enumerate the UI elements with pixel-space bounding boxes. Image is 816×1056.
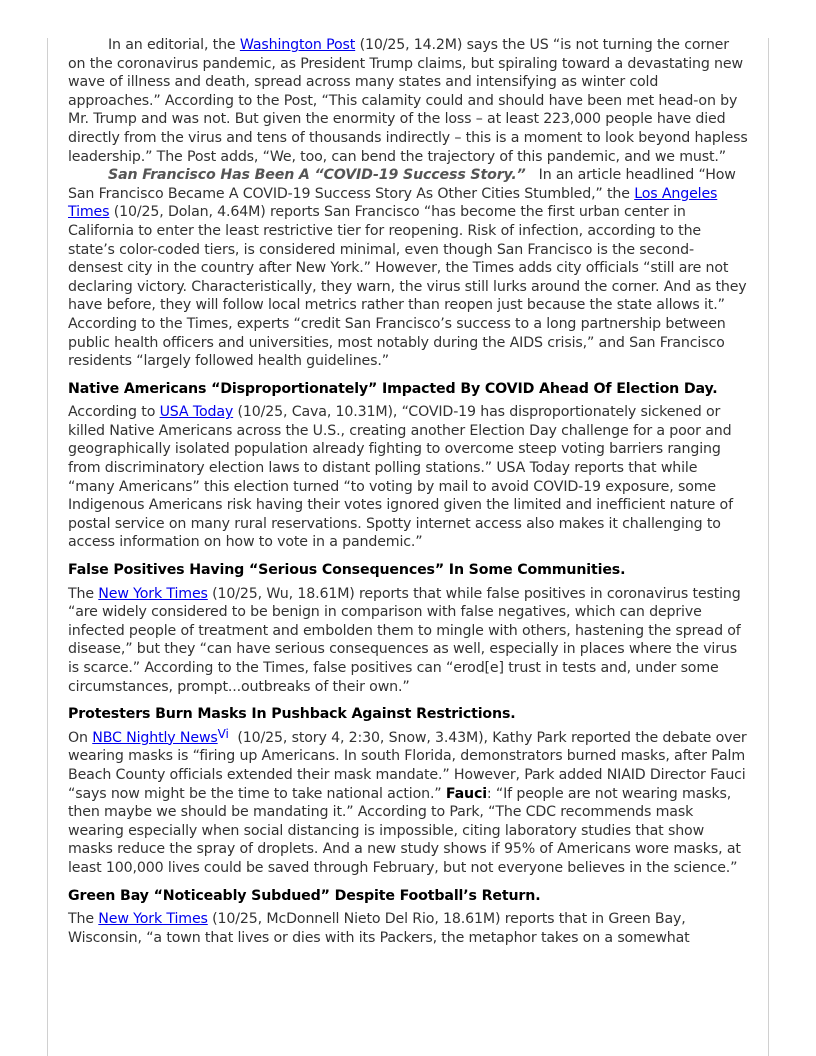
link-new-york-times[interactable]: New York Times <box>98 585 208 602</box>
paragraph-washington-post <box>68 36 748 166</box>
subheading-san-francisco: San Francisco Has Been A “COVID-19 Success Story.” <box>108 167 526 184</box>
link-los-angeles-times[interactable]: Los Angeles Times <box>68 185 718 221</box>
text: In an editorial, the <box>108 37 240 53</box>
text: According to <box>68 404 160 421</box>
text: (10/25, Dolan, 4.64M) reports San Francisco “has become the first urban center in California to enter the least restrictive tier for reopening. Risk of infection, according to the state’s color-coded tiers, is considered minimal, even though San Francisco is the second-densest city in the country after New York.” However, the Times adds city officials “still are not declaring victory. Characteristically, they warn, the virus still lurks around the corner. And as they have before, they will follow local metrics rather than reopen just because the state allows it.” According to the Times, experts “credit San Francisco’s success to a long partnership between public health officers and universities, most notably during the AIDS crisis,” and San Francisco residents “largely followed health guidelines.” <box>68 204 747 370</box>
paragraph-san-francisco <box>68 166 748 371</box>
paragraph-green-bay <box>68 910 748 947</box>
text: The <box>68 585 99 602</box>
text: In an article headlined “How San Francisco Became A COVID-19 Success Story As Other Cities Stumbled,” the <box>68 167 741 202</box>
right-margin-rule <box>768 38 769 1056</box>
heading-green-bay: Green Bay “Noticeably Subdued” Despite Football’s Return. <box>68 887 541 904</box>
paragraph-native-americans <box>68 403 748 552</box>
left-margin-rule <box>47 38 48 1056</box>
text: (10/25, Cava, 10.31M), “COVID-19 has disproportionately sickened or killed Native Americans across the U.S., creating another Election Day challenge for a poor and geographically isolated population already fighting to overcome steep voting barriers ranging from discriminatory election laws to distant polling stations.” USA Today reports that while “many Americans” this election turned “to voting by mail to avoid COVID-19 exposure, some Indigenous Americans risk having their votes ignored given the limited and inefficient nature of postal service on many rural reservations. Spotty internet access also makes it challenging to access information on how to vote in a pandemic.” <box>68 404 733 551</box>
heading-protesters-burn-masks: Protesters Burn Masks In Pushback Against Restrictions. <box>68 706 516 723</box>
link-new-york-times-2[interactable]: New York Times <box>98 911 208 928</box>
paragraph-protesters <box>68 726 751 878</box>
text: (10/25, 14.2M) says the US “is not turning the corner on the coronavirus pandemic, as President Trump claims, but spiraling toward a devastating new wave of illness and death, spread across many states and intensifying as winter cold approaches.” According to the Post, “This calamity could and should have been met head-on by Mr. Trump and was not. But given the enormity of the loss – at least 223,000 people have died directly from the virus and tens of thousands indirectly – this is a moment to look beyond hapless leadership.” The Post adds, “We, too, can bend the trajectory of this pandemic, and we must.” <box>68 37 748 165</box>
text: On <box>68 729 93 746</box>
link-washington-post[interactable]: Washington Post <box>239 37 356 53</box>
text: The <box>68 911 99 928</box>
link-usa-today[interactable]: USA Today <box>159 404 234 421</box>
video-superscript[interactable]: Vi <box>217 726 229 741</box>
text: : “If people are not wearing masks, then maybe we should be mandating it.” According to Park, “The CDC recommends mask wearing especially when social distancing is impossible, citing laboratory studies that show masks reduce the spray of droplets. And a new study shows if 95% of Americans wore masks, at least 100,000 lives could be saved through February, but not everyone believes in the science.” <box>68 785 741 876</box>
speaker-name: Fauci <box>445 785 487 802</box>
text: (10/25, story 4, 2:30, Snow, 3.43M), Kathy Park reported the debate over wearing masks is “firing up Americans. In south Florida, demonstrators burned masks, after Palm Beach County officials extended their mask mandate.” However, Park added NIAID Director Fauci “says now might be the time to take national action.” <box>68 729 751 802</box>
text: (10/25, McDonnell Nieto Del Rio, 18.61M) reports that in Green Bay, Wisconsin, “a town that lives or dies with its Packers, the metaphor takes on a somewhat <box>68 911 690 946</box>
heading-false-positives: False Positives Having “Serious Consequences” In Some Communities. <box>68 562 626 579</box>
link-nbc-nightly-news[interactable]: NBC Nightly News <box>92 729 218 746</box>
text: (10/25, Wu, 18.61M) reports that while false positives in coronavirus testing “are widely considered to be benign in comparison with false negatives, which can deprive infected people of treatment and embolden them to mingle with others, hastening the spread of disease,” but they “can have serious consequences as well, especially in places where the virus is scarce.” According to the Times, false positives can “erod[e] trust in tests and, under some circumstances, prompt...outbreaks of their own.” <box>68 585 741 695</box>
heading-native-americans: Native Americans “Disproportionately” Impacted By COVID Ahead Of Election Day. <box>68 380 718 397</box>
paragraph-false-positives <box>68 585 748 697</box>
document-body <box>68 36 751 947</box>
